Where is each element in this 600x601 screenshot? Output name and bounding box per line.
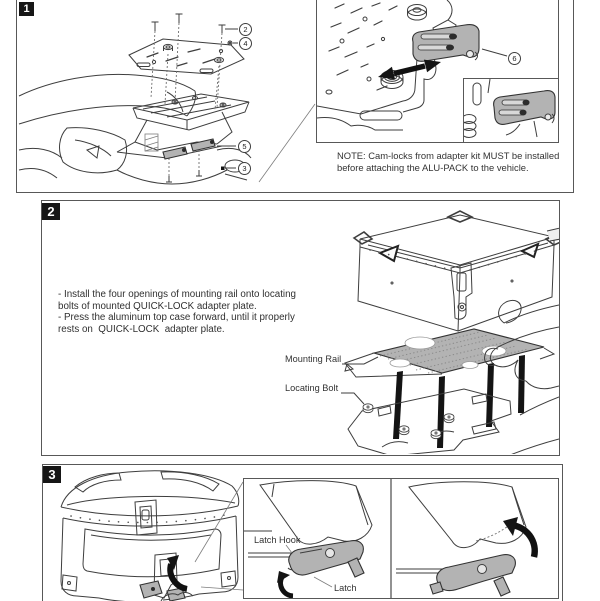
step1-number-badge: 1 [19, 2, 34, 16]
latch-label: Latch [334, 583, 357, 593]
cam-lock-detail-box [316, 0, 559, 143]
callout-6: 6 [508, 52, 521, 65]
top-case-front-drawing [61, 471, 239, 601]
note-line-2: before attaching the ALU-PACK to the vehicle. [337, 161, 529, 173]
instruction-line: - Install the four openings of mounting rail onto locating [58, 289, 296, 300]
latch-detail-box [243, 478, 559, 599]
step2-panel [41, 200, 560, 456]
step2-topcase-illustration [42, 201, 559, 454]
note-line-1: NOTE: Cam-locks from adapter kit MUST be installed [337, 150, 560, 161]
callout-5: 5 [238, 140, 251, 153]
callout-3: 3 [238, 162, 251, 175]
cam-lock-bracket-drawing [413, 25, 479, 62]
mounting-rail-label: Mounting Rail [285, 354, 342, 364]
step3-number-badge: 3 [43, 466, 61, 483]
label-leader-lines [341, 357, 378, 404]
instruction-line: bolts of mounted QUICK-LOCK adapter plate. [58, 300, 257, 312]
latch-hook-label: Latch Hook [254, 535, 301, 545]
callout-leader-lines [217, 29, 315, 182]
callout-2: 2 [239, 23, 252, 36]
cam-lock-inset-illustration [464, 79, 558, 141]
instruction-line: - Press the aluminum top case forward, until it properly [58, 312, 295, 324]
latch-open-view [396, 482, 535, 596]
instruction-line: rests on QUICK-LOCK adapter plate. [58, 324, 225, 336]
cam-lock-inset-box [463, 78, 558, 142]
motorcycle-tail-drawing [19, 74, 251, 184]
slide-double-arrow [378, 60, 441, 80]
step2-number-badge: 2 [42, 203, 60, 220]
step3-panel [42, 464, 563, 601]
callout-4: 4 [239, 37, 252, 50]
cam-lock-pieces-drawing [145, 134, 215, 182]
step1-note [337, 150, 583, 173]
locating-bolt-label: Locating Bolt [285, 383, 339, 393]
step1-panel [16, 0, 574, 193]
